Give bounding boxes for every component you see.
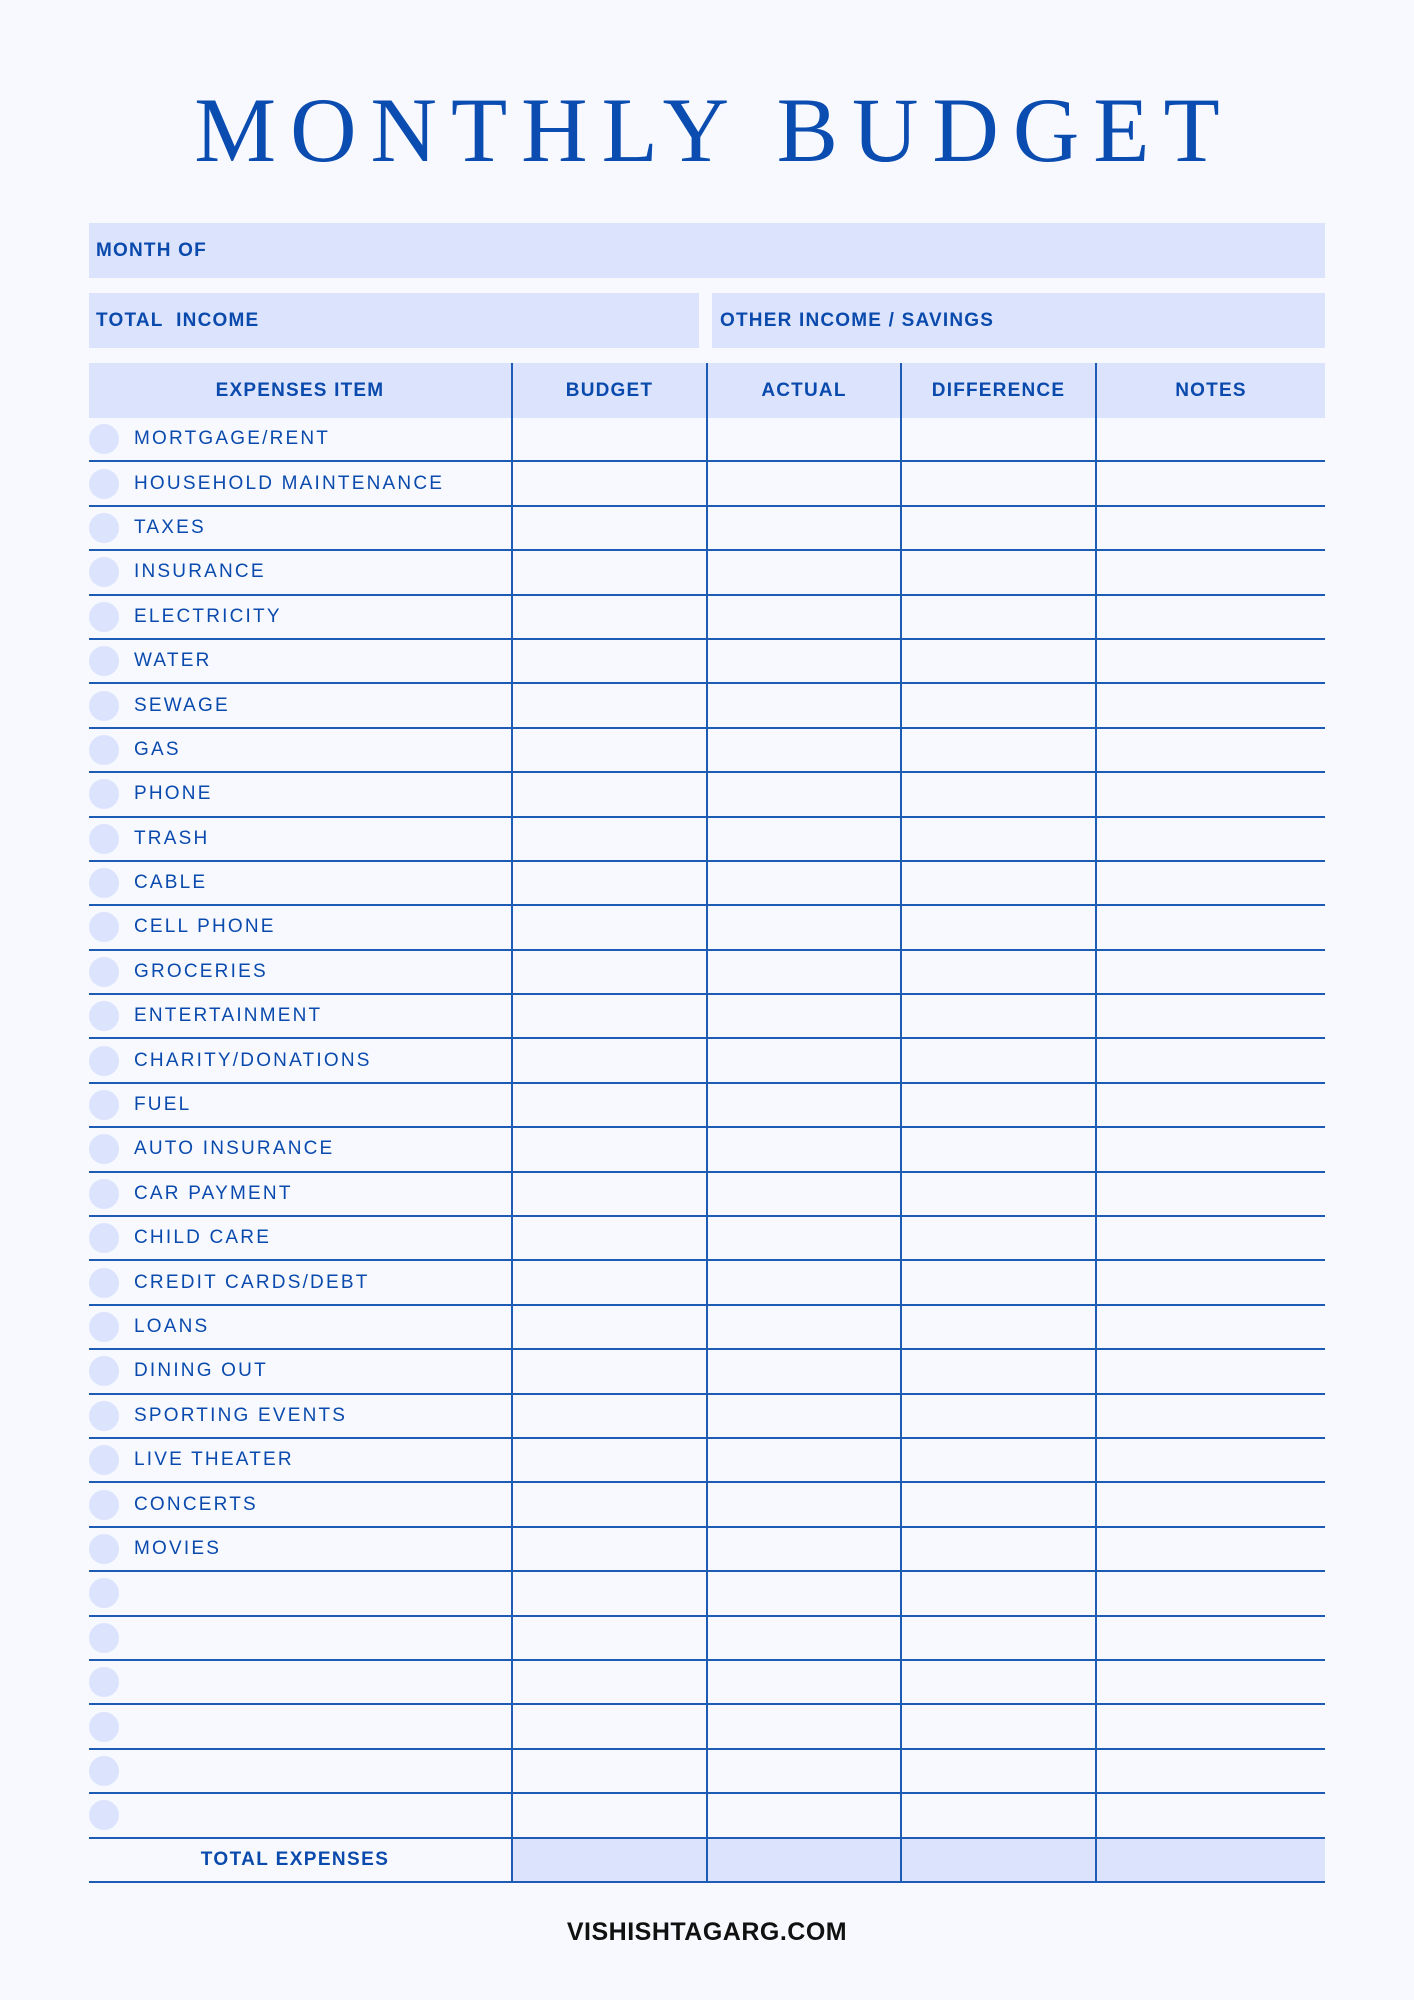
expense-item-label: INSURANCE [134, 561, 266, 583]
footer-website: VISHISHTAGARG.COM [566, 1918, 848, 1946]
actual-cell[interactable] [706, 906, 900, 948]
difference-cell[interactable] [900, 1572, 1095, 1614]
expense-item-cell[interactable] [89, 640, 511, 682]
actual-cell[interactable] [706, 1705, 900, 1747]
actual-cell[interactable] [706, 1750, 900, 1792]
difference-cell[interactable] [900, 1395, 1095, 1437]
expense-item-label: AUTO INSURANCE [134, 1138, 335, 1160]
actual-cell[interactable] [706, 1661, 900, 1703]
expense-item-cell[interactable] [89, 995, 511, 1037]
notes-cell[interactable] [1095, 1439, 1325, 1481]
table-row [89, 906, 1325, 950]
notes-cell[interactable] [1095, 729, 1325, 771]
budget-cell[interactable] [511, 1395, 706, 1437]
expense-item-label: DINING OUT [134, 1360, 268, 1382]
checkbox-circle-icon[interactable] [89, 779, 119, 809]
notes-cell[interactable] [1095, 640, 1325, 682]
expense-item-cell[interactable] [89, 1350, 511, 1392]
expense-item-label: ENTERTAINMENT [134, 1005, 323, 1027]
actual-cell[interactable] [706, 1572, 900, 1614]
notes-cell[interactable] [1095, 1217, 1325, 1259]
difference-cell[interactable] [900, 551, 1095, 593]
checkbox-circle-icon[interactable] [89, 1001, 119, 1031]
column-header-notes: NOTES [1095, 363, 1325, 418]
budget-cell[interactable] [511, 1572, 706, 1614]
expense-item-cell[interactable] [89, 729, 511, 771]
checkbox-circle-icon[interactable] [89, 1578, 119, 1608]
expense-item-cell[interactable] [89, 1128, 511, 1170]
budget-cell[interactable] [511, 1173, 706, 1215]
difference-cell[interactable] [900, 729, 1095, 771]
table-body [89, 418, 1325, 1839]
notes-cell[interactable] [1095, 418, 1325, 460]
checkbox-circle-icon[interactable] [89, 1756, 119, 1786]
difference-cell[interactable] [900, 1084, 1095, 1126]
expense-item-label: ELECTRICITY [134, 605, 282, 627]
expense-item-label: TRASH [134, 827, 210, 849]
checkbox-circle-icon[interactable] [89, 424, 119, 454]
total-budget-cell[interactable] [511, 1839, 706, 1881]
checkbox-circle-icon[interactable] [89, 1223, 119, 1253]
table-row [89, 507, 1325, 551]
budget-cell[interactable] [511, 1617, 706, 1659]
total-expenses-label: TOTAL EXPENSES [200, 1848, 390, 1870]
expense-item-cell[interactable] [89, 1261, 511, 1303]
budget-cell[interactable] [511, 596, 706, 638]
expense-item-label: CAR PAYMENT [134, 1182, 293, 1204]
checkbox-circle-icon[interactable] [89, 735, 119, 765]
total-actual-cell[interactable] [706, 1839, 900, 1881]
expense-item-label: CELL PHONE [134, 916, 276, 938]
notes-cell[interactable] [1095, 1528, 1325, 1570]
total-income-field[interactable] [89, 293, 699, 348]
actual-cell[interactable] [706, 1528, 900, 1570]
actual-cell[interactable] [706, 1483, 900, 1525]
table-row [89, 1617, 1325, 1661]
expense-item-label: TAXES [134, 516, 206, 538]
expense-item-cell[interactable] [89, 596, 511, 638]
expense-item-label: PHONE [134, 783, 213, 805]
notes-cell[interactable] [1095, 1395, 1325, 1437]
expense-item-label: FUEL [134, 1094, 192, 1116]
expense-item-cell[interactable] [89, 1750, 511, 1792]
table-row [89, 640, 1325, 684]
checkbox-circle-icon[interactable] [89, 557, 119, 587]
budget-cell[interactable] [511, 1750, 706, 1792]
notes-cell[interactable] [1095, 1173, 1325, 1215]
difference-cell[interactable] [900, 684, 1095, 726]
actual-cell[interactable] [706, 1084, 900, 1126]
notes-cell[interactable] [1095, 1705, 1325, 1747]
notes-cell[interactable] [1095, 1661, 1325, 1703]
month-of-field[interactable] [89, 223, 1325, 278]
difference-cell[interactable] [900, 596, 1095, 638]
budget-cell[interactable] [511, 1528, 706, 1570]
table-row [89, 1794, 1325, 1838]
budget-cell[interactable] [511, 906, 706, 948]
column-header-budget: BUDGET [511, 363, 706, 418]
expense-item-label: CONCERTS [134, 1493, 258, 1515]
checkbox-circle-icon[interactable] [89, 1312, 119, 1342]
difference-cell[interactable] [900, 906, 1095, 948]
checkbox-circle-icon[interactable] [89, 1490, 119, 1520]
checkbox-circle-icon[interactable] [89, 469, 119, 499]
checkbox-circle-icon[interactable] [89, 1712, 119, 1742]
table-row [89, 1483, 1325, 1527]
actual-cell[interactable] [706, 1617, 900, 1659]
actual-cell[interactable] [706, 596, 900, 638]
checkbox-circle-icon[interactable] [89, 1667, 119, 1697]
difference-cell[interactable] [900, 1617, 1095, 1659]
expense-item-cell[interactable] [89, 507, 511, 549]
expense-item-label: HOUSEHOLD MAINTENANCE [134, 472, 445, 494]
budget-cell[interactable] [511, 551, 706, 593]
column-header-actual: ACTUAL [706, 363, 900, 418]
expense-item-cell[interactable] [89, 862, 511, 904]
difference-cell[interactable] [900, 1173, 1095, 1215]
expense-item-cell[interactable] [89, 1617, 511, 1659]
expense-item-label: GROCERIES [134, 960, 268, 982]
checkbox-circle-icon[interactable] [89, 1800, 119, 1830]
expense-item-cell[interactable] [89, 1439, 511, 1481]
difference-cell[interactable] [900, 1794, 1095, 1836]
expense-item-label: LOANS [134, 1316, 210, 1337]
expense-item-cell[interactable] [89, 1306, 511, 1348]
expense-item-label: CHARITY/DONATIONS [134, 1049, 372, 1071]
expense-item-label: CREDIT CARDS/DEBT [134, 1271, 370, 1293]
expense-item-cell[interactable] [89, 906, 511, 948]
notes-cell[interactable] [1095, 596, 1325, 638]
notes-cell[interactable] [1095, 684, 1325, 726]
table-header [89, 363, 1325, 418]
total-expenses-row [89, 1839, 1325, 1883]
actual-cell[interactable] [706, 862, 900, 904]
budget-cell[interactable] [511, 1261, 706, 1303]
table-row [89, 1084, 1325, 1128]
table-row [89, 684, 1325, 728]
budget-cell[interactable] [511, 1128, 706, 1170]
checkbox-circle-icon[interactable] [89, 1356, 119, 1386]
notes-cell[interactable] [1095, 1617, 1325, 1659]
actual-cell[interactable] [706, 1173, 900, 1215]
checkbox-circle-icon[interactable] [89, 1445, 119, 1475]
table-row [89, 1661, 1325, 1705]
table-row [89, 596, 1325, 640]
expense-item-label: CHILD CARE [134, 1227, 272, 1249]
expense-item-label: SEWAGE [134, 694, 230, 716]
expense-item-cell[interactable] [89, 1705, 511, 1747]
budget-cell[interactable] [511, 818, 706, 860]
expense-item-cell[interactable] [89, 1173, 511, 1215]
table-row [89, 818, 1325, 862]
notes-cell[interactable] [1095, 1261, 1325, 1303]
actual-cell[interactable] [706, 684, 900, 726]
budget-cell[interactable] [511, 507, 706, 549]
budget-cell[interactable] [511, 1217, 706, 1259]
checkbox-circle-icon[interactable] [89, 1268, 119, 1298]
checkbox-circle-icon[interactable] [89, 513, 119, 543]
actual-cell[interactable] [706, 1794, 900, 1836]
table-row [89, 862, 1325, 906]
actual-cell[interactable] [706, 551, 900, 593]
budget-cell[interactable] [511, 1794, 706, 1836]
notes-cell[interactable] [1095, 1084, 1325, 1126]
checkbox-circle-icon[interactable] [89, 602, 119, 632]
budget-cell[interactable] [511, 1705, 706, 1747]
month-of-label: MONTH OF [96, 239, 207, 261]
checkbox-circle-icon[interactable] [89, 824, 119, 854]
notes-cell[interactable] [1095, 906, 1325, 948]
expense-item-label: MOVIES [134, 1537, 222, 1559]
notes-cell[interactable] [1095, 773, 1325, 815]
expense-item-cell[interactable] [89, 684, 511, 726]
page-title: MONTHLY BUDGET [194, 79, 1234, 181]
expense-item-label: CABLE [134, 872, 208, 894]
difference-cell[interactable] [900, 1661, 1095, 1703]
difference-cell[interactable] [900, 773, 1095, 815]
notes-cell[interactable] [1095, 507, 1325, 549]
actual-cell[interactable] [706, 1128, 900, 1170]
actual-cell[interactable] [706, 818, 900, 860]
checkbox-circle-icon[interactable] [89, 1046, 119, 1076]
expense-item-cell[interactable] [89, 1395, 511, 1437]
expense-item-cell[interactable] [89, 1528, 511, 1570]
table-row [89, 1039, 1325, 1083]
difference-cell[interactable] [900, 1750, 1095, 1792]
difference-cell[interactable] [900, 507, 1095, 549]
actual-cell[interactable] [706, 773, 900, 815]
table-row [89, 551, 1325, 595]
table-row [89, 951, 1325, 995]
table-row [89, 462, 1325, 506]
table-row [89, 995, 1325, 1039]
expense-item-label: GAS [134, 738, 181, 760]
difference-cell[interactable] [900, 640, 1095, 682]
checkbox-circle-icon[interactable] [89, 1623, 119, 1653]
notes-cell[interactable] [1095, 1306, 1325, 1348]
actual-cell[interactable] [706, 1395, 900, 1437]
actual-cell[interactable] [706, 418, 900, 460]
table-row [89, 1217, 1325, 1261]
checkbox-circle-icon[interactable] [89, 646, 119, 676]
expense-item-cell[interactable] [89, 773, 511, 815]
budget-cell[interactable] [511, 862, 706, 904]
difference-cell[interactable] [900, 1439, 1095, 1481]
table-row [89, 1439, 1325, 1483]
budget-cell[interactable] [511, 418, 706, 460]
budget-cell[interactable] [511, 1039, 706, 1081]
difference-cell[interactable] [900, 995, 1095, 1037]
difference-cell[interactable] [900, 1128, 1095, 1170]
difference-cell[interactable] [900, 1039, 1095, 1081]
actual-cell[interactable] [706, 1261, 900, 1303]
expense-item-cell[interactable] [89, 551, 511, 593]
notes-cell[interactable] [1095, 1750, 1325, 1792]
column-header-difference: DIFFERENCE [900, 363, 1095, 418]
budget-cell[interactable] [511, 1439, 706, 1481]
actual-cell[interactable] [706, 1039, 900, 1081]
table-row [89, 1306, 1325, 1350]
actual-cell[interactable] [706, 640, 900, 682]
expense-item-cell[interactable] [89, 1039, 511, 1081]
expense-item-cell[interactable] [89, 418, 511, 460]
expense-item-cell[interactable] [89, 951, 511, 993]
notes-cell[interactable] [1095, 818, 1325, 860]
expense-item-label: WATER [134, 650, 212, 672]
expense-item-cell[interactable] [89, 1794, 511, 1836]
budget-cell[interactable] [511, 1483, 706, 1525]
expense-item-cell[interactable] [89, 462, 511, 504]
checkbox-circle-icon[interactable] [89, 1090, 119, 1120]
notes-cell[interactable] [1095, 551, 1325, 593]
difference-cell[interactable] [900, 862, 1095, 904]
actual-cell[interactable] [706, 1217, 900, 1259]
expense-item-cell[interactable] [89, 1661, 511, 1703]
column-header-expenses-item: EXPENSES ITEM [215, 379, 385, 401]
budget-cell[interactable] [511, 773, 706, 815]
expense-item-cell[interactable] [89, 1084, 511, 1126]
actual-cell[interactable] [706, 951, 900, 993]
checkbox-circle-icon[interactable] [89, 1401, 119, 1431]
table-row [89, 773, 1325, 817]
notes-cell[interactable] [1095, 1572, 1325, 1614]
expense-item-cell[interactable] [89, 1217, 511, 1259]
difference-cell[interactable] [900, 1217, 1095, 1259]
table-row [89, 1528, 1325, 1572]
expense-item-cell[interactable] [89, 1483, 511, 1525]
table-row [89, 1395, 1325, 1439]
budget-cell[interactable] [511, 1306, 706, 1348]
checkbox-circle-icon[interactable] [89, 691, 119, 721]
notes-cell[interactable] [1095, 1039, 1325, 1081]
budget-cell[interactable] [511, 684, 706, 726]
total-notes-cell[interactable] [1095, 1839, 1325, 1881]
budget-cell[interactable] [511, 1084, 706, 1126]
budget-cell[interactable] [511, 951, 706, 993]
difference-cell[interactable] [900, 1350, 1095, 1392]
budget-cell[interactable] [511, 1661, 706, 1703]
table-row [89, 729, 1325, 773]
difference-cell[interactable] [900, 1528, 1095, 1570]
checkbox-circle-icon[interactable] [89, 912, 119, 942]
expense-item-cell[interactable] [89, 818, 511, 860]
difference-cell[interactable] [900, 951, 1095, 993]
expense-item-label: LIVE THEATER [134, 1449, 294, 1471]
table-row [89, 1128, 1325, 1172]
table-row [89, 1750, 1325, 1794]
actual-cell[interactable] [706, 507, 900, 549]
notes-cell[interactable] [1095, 462, 1325, 504]
actual-cell[interactable] [706, 1306, 900, 1348]
difference-cell[interactable] [900, 462, 1095, 504]
notes-cell[interactable] [1095, 951, 1325, 993]
difference-cell[interactable] [900, 418, 1095, 460]
expenses-table [89, 363, 1325, 1883]
expense-item-label: SPORTING EVENTS [134, 1404, 348, 1426]
difference-cell[interactable] [900, 1261, 1095, 1303]
actual-cell[interactable] [706, 1350, 900, 1392]
notes-cell[interactable] [1095, 862, 1325, 904]
difference-cell[interactable] [900, 1705, 1095, 1747]
expense-item-cell[interactable] [89, 1572, 511, 1614]
table-row [89, 1261, 1325, 1305]
budget-cell[interactable] [511, 462, 706, 504]
table-row [89, 1572, 1325, 1616]
notes-cell[interactable] [1095, 995, 1325, 1037]
difference-cell[interactable] [900, 818, 1095, 860]
actual-cell[interactable] [706, 462, 900, 504]
notes-cell[interactable] [1095, 1794, 1325, 1836]
table-row [89, 1350, 1325, 1394]
budget-cell[interactable] [511, 995, 706, 1037]
notes-cell[interactable] [1095, 1350, 1325, 1392]
checkbox-circle-icon[interactable] [89, 1179, 119, 1209]
budget-cell[interactable] [511, 729, 706, 771]
budget-cell[interactable] [511, 640, 706, 682]
table-row [89, 1705, 1325, 1749]
actual-cell[interactable] [706, 729, 900, 771]
notes-cell[interactable] [1095, 1483, 1325, 1525]
checkbox-circle-icon[interactable] [89, 1534, 119, 1564]
notes-cell[interactable] [1095, 1128, 1325, 1170]
actual-cell[interactable] [706, 1439, 900, 1481]
total-income-label: TOTAL INCOME [96, 309, 260, 331]
other-income-field[interactable] [712, 293, 1325, 348]
difference-cell[interactable] [900, 1483, 1095, 1525]
checkbox-circle-icon[interactable] [89, 1134, 119, 1164]
table-row [89, 418, 1325, 462]
table-row [89, 1173, 1325, 1217]
expense-item-label: MORTGAGE/RENT [134, 428, 331, 450]
difference-cell[interactable] [900, 1306, 1095, 1348]
checkbox-circle-icon[interactable] [89, 957, 119, 987]
other-income-label: OTHER INCOME / SAVINGS [720, 309, 995, 331]
checkbox-circle-icon[interactable] [89, 868, 119, 898]
actual-cell[interactable] [706, 995, 900, 1037]
budget-cell[interactable] [511, 1350, 706, 1392]
total-difference-cell[interactable] [900, 1839, 1095, 1881]
